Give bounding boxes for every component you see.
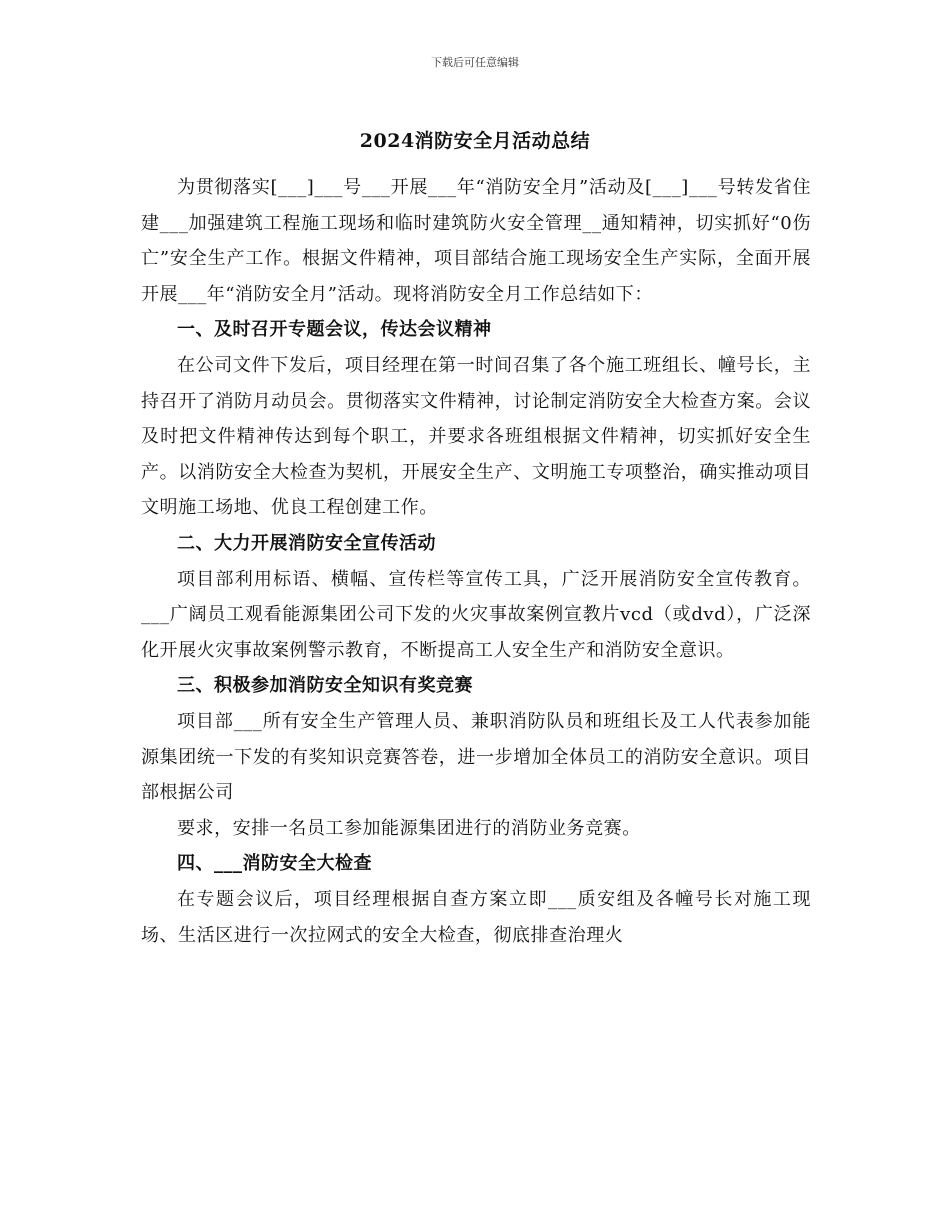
- document-title: 2024消防安全月活动总结: [359, 130, 591, 152]
- paragraph-section-1: 在公司文件下发后，项目经理在第一时间召集了各个施工班组长、幢号长，主持召开了消防月动员会。贯彻落实文件精神，讨论制定消防安全大检查方案。会议及时把文件精神传达到每个职工，并要求各班组根据文件精神，切实抓好安全生产。以消防安全大检查为契机，开展安全生产、文明施工专项整治，确实推动项目文明施工场地、优良工程创建工作。: [141, 355, 811, 518]
- heading-section-4: 四、___消防安全大检查: [177, 853, 372, 874]
- heading-section-3: 三、积极参加消防安全知识有奖竞赛: [177, 675, 473, 696]
- paragraph-section-3: 项目部___所有安全生产管理人员、兼职消防队员和班组长及工人代表参加能源集团统一下发的有奖知识竞赛答卷，进一步增加全体员工的消防安全意识。项目部根据公司: [141, 711, 811, 803]
- paragraph-intro: 为贯彻落实[___]___号___开展___年“消防安全月”活动及[___]___号转发省住建___加强建筑工程施工现场和临时建筑防火安全管理__通知精神，切实抓好“0伤亡”安全生产工作。根据文件精神，项目部结合施工现场安全生产实际，全面开展开展___年“消防安全月”活动。现将消防安全月工作总结如下：: [141, 177, 811, 305]
- paragraph-section-3-cont: 要求，安排一名员工参加能源集团进行的消防业务竞赛。: [177, 817, 641, 839]
- heading-section-2: 二、大力开展消防安全宣传活动: [177, 532, 436, 554]
- header-note: 下载后可任意编辑: [431, 56, 519, 69]
- paragraph-section-2: 项目部利用标语、横幅、宣传栏等宣传工具，广泛开展消防安全宣传教育。___广阔员工观看能源集团公司下发的火灾事故案例宣教片vcd（或dvd），广泛深化开展火灾事故案例警示教育，不断提高工人安全生产和消防安全意识。: [141, 568, 811, 661]
- heading-section-1: 一、及时召开专题会议，传达会议精神: [177, 319, 492, 340]
- document-body: [141, 170, 811, 953]
- paragraph-section-4: 在专题会议后，项目经理根据自查方案立即___质安组及各幢号长对施工现场、生活区进行一次拉网式的安全大检查，彻底排查治理火: [141, 889, 811, 946]
